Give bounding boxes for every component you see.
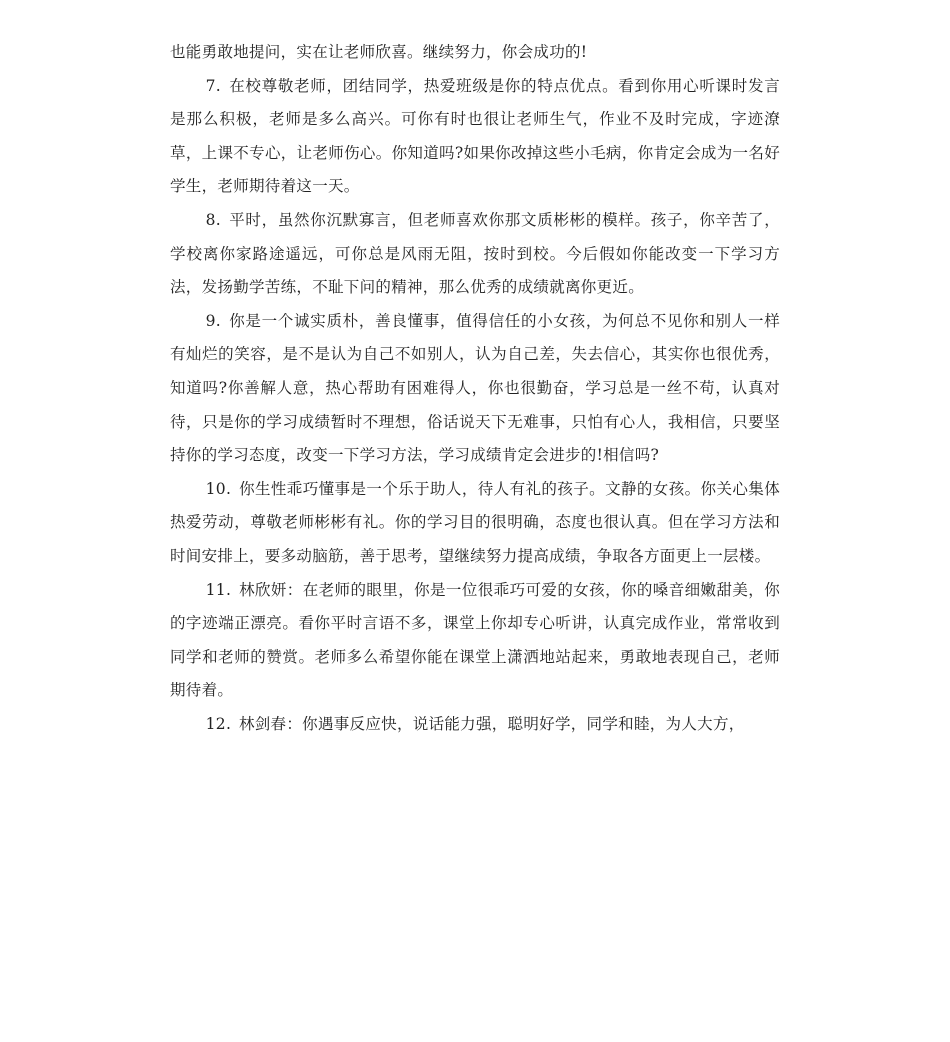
- paragraph-text: 平时，虽然你沉默寡言，但老师喜欢你那文质彬彬的模样。孩子，你辛苦了，学校离你家路途遥远，可你总是风雨无阻，按时到校。今后假如你能改变一下学习方法，发扬勤学苦练，不耻下问的精神，那么优秀的成绩就离你更近。: [170, 210, 780, 297]
- paragraph-10: [170, 473, 780, 574]
- paragraph-text: 也能勇敢地提问，实在让老师欣喜。继续努力，你会成功的!: [170, 43, 588, 61]
- paragraph-number: 7.: [205, 76, 222, 95]
- paragraph-text: 林欣妍：在老师的眼里，你是一位很乖巧可爱的女孩，你的嗓音细嫩甜美，你的字迹端正漂亮。看你平时言语不多，课堂上你却专心听讲，认真完成作业，常常收到同学和老师的赞赏。老师多么希望你能在课堂上潇洒地站起来，勇敢地表现自己，老师期待着。: [170, 580, 780, 700]
- paragraph-number: 8.: [205, 210, 222, 229]
- paragraph-text: 在校尊敬老师，团结同学，热爱班级是你的特点优点。看到你用心听课时发言是那么积极，老师是多么高兴。可你有时也很让老师生气，作业不及时完成，字迹潦草，上课不专心，让老师伤心。你知道吗?如果你改掉这些小毛病，你肯定会成为一名好学生，老师期待着这一天。: [170, 76, 780, 196]
- paragraph-number: 10.: [205, 479, 232, 498]
- paragraph-continued: [170, 36, 780, 70]
- paragraph-number: 12.: [205, 714, 232, 733]
- paragraph-text: 你是一个诚实质朴，善良懂事，值得信任的小女孩，为何总不见你和别人一样有灿烂的笑容，是不是认为自己不如别人，认为自己差，失去信心，其实你也很优秀，知道吗?你善解人意，热心帮助有困难得人，你也很勤奋，学习总是一丝不苟，认真对待，只是你的学习成绩暂时不理想，俗话说天下无难事，只怕有心人，我相信，只要坚持你的学习态度，改变一下学习方法，学习成绩肯定会进步的!相信吗?: [170, 311, 780, 465]
- paragraph-11: [170, 574, 780, 708]
- paragraph-text: 林剑春：你遇事反应快，说话能力强，聪明好学，同学和睦，为人大方，: [238, 714, 745, 733]
- paragraph-text: 你生性乖巧懂事是一个乐于助人，待人有礼的孩子。文静的女孩。你关心集体热爱劳动，尊敬老师彬彬有礼。你的学习目的很明确，态度也很认真。但在学习方法和时间安排上，要多动脑筋，善于思考，望继续努力提高成绩，争取各方面更上一层楼。: [170, 479, 780, 565]
- paragraph-12: [170, 708, 780, 742]
- paragraph-7: [170, 70, 780, 204]
- document-body: [170, 36, 780, 741]
- paragraph-number: 11.: [205, 580, 232, 599]
- paragraph-9: [170, 305, 780, 473]
- paragraph-number: 9.: [205, 311, 222, 330]
- paragraph-8: [170, 204, 780, 305]
